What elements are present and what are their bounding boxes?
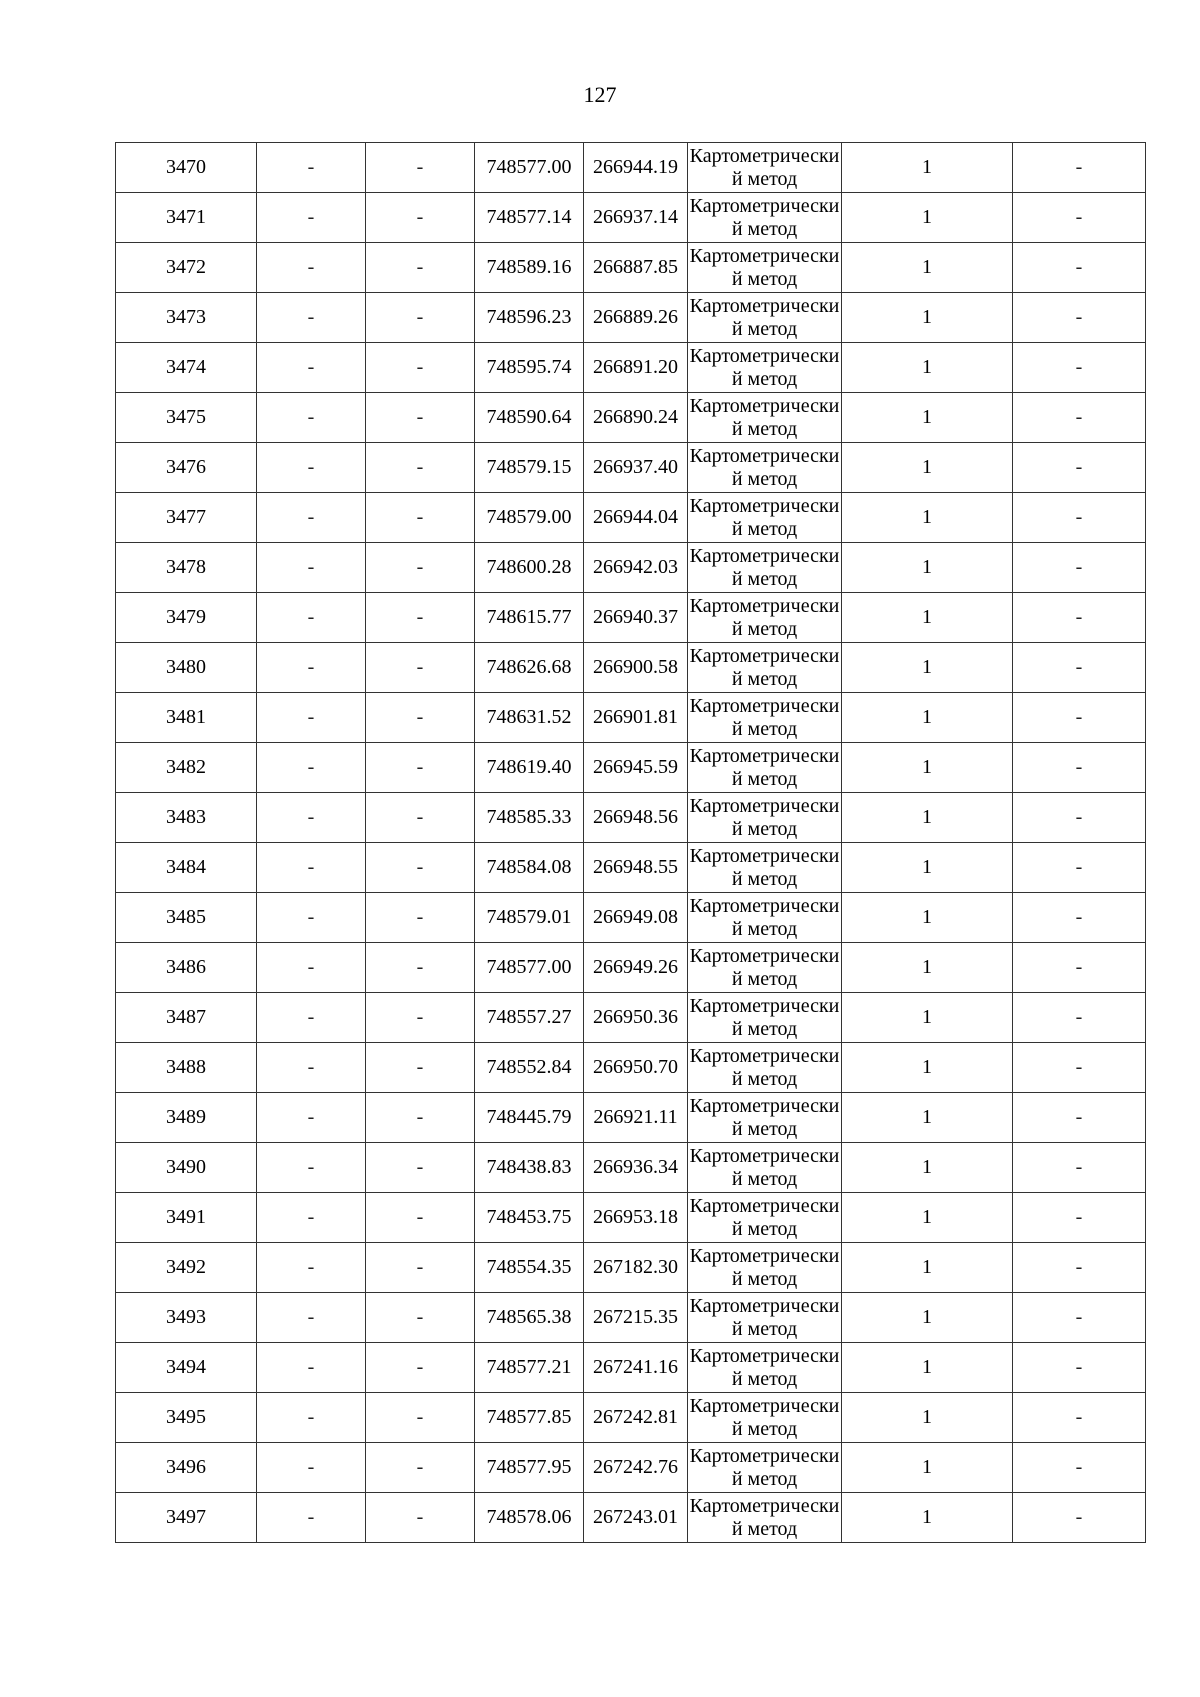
note-cell: - — [1013, 1343, 1146, 1393]
x-coordinate-cell: 748552.84 — [475, 1043, 584, 1093]
point-number-cell: 3474 — [116, 343, 257, 393]
accuracy-cell: 1 — [842, 943, 1013, 993]
y-coordinate-cell: 267215.35 — [584, 1293, 688, 1343]
x-coordinate-cell: 748590.64 — [475, 393, 584, 443]
y-coordinate-cell: 266944.19 — [584, 143, 688, 193]
method-cell: Картометрический метод — [688, 943, 842, 993]
note-cell: - — [1013, 943, 1146, 993]
empty-value-cell: - — [257, 393, 366, 443]
accuracy-cell: 1 — [842, 1493, 1013, 1543]
method-cell: Картометрический метод — [688, 1393, 842, 1443]
table-row — [116, 1143, 1146, 1193]
accuracy-cell: 1 — [842, 1143, 1013, 1193]
note-cell: - — [1013, 1093, 1146, 1143]
point-number-cell: 3487 — [116, 993, 257, 1043]
empty-value-cell: - — [366, 1093, 475, 1143]
accuracy-cell: 1 — [842, 293, 1013, 343]
y-coordinate-cell: 266936.34 — [584, 1143, 688, 1193]
method-cell: Картометрический метод — [688, 393, 842, 443]
x-coordinate-cell: 748577.85 — [475, 1393, 584, 1443]
accuracy-cell: 1 — [842, 493, 1013, 543]
page-number: 127 — [583, 82, 617, 107]
point-number-cell: 3472 — [116, 243, 257, 293]
y-coordinate-cell: 267243.01 — [584, 1493, 688, 1543]
empty-value-cell: - — [366, 1343, 475, 1393]
method-cell: Картометрический метод — [688, 1243, 842, 1293]
accuracy-cell: 1 — [842, 243, 1013, 293]
empty-value-cell: - — [257, 193, 366, 243]
accuracy-cell: 1 — [842, 843, 1013, 893]
y-coordinate-cell: 266891.20 — [584, 343, 688, 393]
empty-value-cell: - — [366, 593, 475, 643]
method-cell: Картометрический метод — [688, 793, 842, 843]
y-coordinate-cell: 266944.04 — [584, 493, 688, 543]
empty-value-cell: - — [366, 843, 475, 893]
point-number-cell: 3477 — [116, 493, 257, 543]
empty-value-cell: - — [257, 1393, 366, 1443]
empty-value-cell: - — [366, 1243, 475, 1293]
empty-value-cell: - — [366, 493, 475, 543]
note-cell: - — [1013, 143, 1146, 193]
table-row — [116, 643, 1146, 693]
x-coordinate-cell: 748577.21 — [475, 1343, 584, 1393]
point-number-cell: 3491 — [116, 1193, 257, 1243]
y-coordinate-cell: 266945.59 — [584, 743, 688, 793]
table-row — [116, 593, 1146, 643]
table-row — [116, 143, 1146, 193]
table-row — [116, 1393, 1146, 1443]
accuracy-cell: 1 — [842, 1043, 1013, 1093]
note-cell: - — [1013, 1393, 1146, 1443]
accuracy-cell: 1 — [842, 193, 1013, 243]
method-cell: Картометрический метод — [688, 1343, 842, 1393]
x-coordinate-cell: 748438.83 — [475, 1143, 584, 1193]
accuracy-cell: 1 — [842, 693, 1013, 743]
empty-value-cell: - — [366, 293, 475, 343]
empty-value-cell: - — [257, 943, 366, 993]
note-cell: - — [1013, 843, 1146, 893]
table-row — [116, 1043, 1146, 1093]
point-number-cell: 3497 — [116, 1493, 257, 1543]
note-cell: - — [1013, 1293, 1146, 1343]
empty-value-cell: - — [257, 1043, 366, 1093]
x-coordinate-cell: 748453.75 — [475, 1193, 584, 1243]
method-cell: Картометрический метод — [688, 1443, 842, 1493]
empty-value-cell: - — [366, 1043, 475, 1093]
note-cell: - — [1013, 643, 1146, 693]
y-coordinate-cell: 266901.81 — [584, 693, 688, 743]
table-row — [116, 743, 1146, 793]
y-coordinate-cell: 267242.76 — [584, 1443, 688, 1493]
empty-value-cell: - — [366, 1443, 475, 1493]
x-coordinate-cell: 748557.27 — [475, 993, 584, 1043]
point-number-cell: 3475 — [116, 393, 257, 443]
empty-value-cell: - — [257, 1193, 366, 1243]
x-coordinate-cell: 748445.79 — [475, 1093, 584, 1143]
method-cell: Картометрический метод — [688, 543, 842, 593]
x-coordinate-cell: 748579.01 — [475, 893, 584, 943]
note-cell: - — [1013, 243, 1146, 293]
accuracy-cell: 1 — [842, 1093, 1013, 1143]
method-cell: Картометрический метод — [688, 193, 842, 243]
empty-value-cell: - — [366, 793, 475, 843]
point-number-cell: 3473 — [116, 293, 257, 343]
accuracy-cell: 1 — [842, 643, 1013, 693]
table-row — [116, 693, 1146, 743]
accuracy-cell: 1 — [842, 793, 1013, 843]
table-row — [116, 493, 1146, 543]
empty-value-cell: - — [257, 1493, 366, 1543]
empty-value-cell: - — [366, 243, 475, 293]
note-cell: - — [1013, 1143, 1146, 1193]
y-coordinate-cell: 266950.70 — [584, 1043, 688, 1093]
accuracy-cell: 1 — [842, 393, 1013, 443]
note-cell: - — [1013, 1043, 1146, 1093]
point-number-cell: 3494 — [116, 1343, 257, 1393]
point-number-cell: 3478 — [116, 543, 257, 593]
method-cell: Картометрический метод — [688, 993, 842, 1043]
note-cell: - — [1013, 1193, 1146, 1243]
table-row — [116, 243, 1146, 293]
accuracy-cell: 1 — [842, 1343, 1013, 1393]
x-coordinate-cell: 748577.95 — [475, 1443, 584, 1493]
empty-value-cell: - — [257, 843, 366, 893]
table-row — [116, 793, 1146, 843]
table-row — [116, 1093, 1146, 1143]
y-coordinate-cell: 266948.55 — [584, 843, 688, 893]
accuracy-cell: 1 — [842, 1193, 1013, 1243]
table-row — [116, 393, 1146, 443]
empty-value-cell: - — [366, 943, 475, 993]
method-cell: Картометрический метод — [688, 1143, 842, 1193]
accuracy-cell: 1 — [842, 343, 1013, 393]
note-cell: - — [1013, 343, 1146, 393]
method-cell: Картометрический метод — [688, 1043, 842, 1093]
point-number-cell: 3481 — [116, 693, 257, 743]
empty-value-cell: - — [366, 1193, 475, 1243]
method-cell: Картометрический метод — [688, 443, 842, 493]
empty-value-cell: - — [257, 693, 366, 743]
note-cell: - — [1013, 293, 1146, 343]
x-coordinate-cell: 748585.33 — [475, 793, 584, 843]
x-coordinate-cell: 748631.52 — [475, 693, 584, 743]
empty-value-cell: - — [366, 393, 475, 443]
empty-value-cell: - — [257, 343, 366, 393]
empty-value-cell: - — [366, 743, 475, 793]
x-coordinate-cell: 748626.68 — [475, 643, 584, 693]
point-number-cell: 3493 — [116, 1293, 257, 1343]
empty-value-cell: - — [366, 143, 475, 193]
x-coordinate-cell: 748565.38 — [475, 1293, 584, 1343]
x-coordinate-cell: 748577.00 — [475, 143, 584, 193]
empty-value-cell: - — [257, 593, 366, 643]
empty-value-cell: - — [257, 1143, 366, 1193]
accuracy-cell: 1 — [842, 1293, 1013, 1343]
table-row — [116, 443, 1146, 493]
x-coordinate-cell: 748589.16 — [475, 243, 584, 293]
x-coordinate-cell: 748596.23 — [475, 293, 584, 343]
method-cell: Картометрический метод — [688, 1193, 842, 1243]
x-coordinate-cell: 748615.77 — [475, 593, 584, 643]
method-cell: Картометрический метод — [688, 593, 842, 643]
empty-value-cell: - — [257, 443, 366, 493]
empty-value-cell: - — [366, 693, 475, 743]
table-row — [116, 543, 1146, 593]
accuracy-cell: 1 — [842, 1443, 1013, 1493]
empty-value-cell: - — [257, 543, 366, 593]
note-cell: - — [1013, 993, 1146, 1043]
point-number-cell: 3488 — [116, 1043, 257, 1093]
note-cell: - — [1013, 793, 1146, 843]
method-cell: Картометрический метод — [688, 243, 842, 293]
empty-value-cell: - — [257, 893, 366, 943]
empty-value-cell: - — [257, 1293, 366, 1343]
method-cell: Картометрический метод — [688, 843, 842, 893]
empty-value-cell: - — [366, 1143, 475, 1193]
accuracy-cell: 1 — [842, 1243, 1013, 1293]
x-coordinate-cell: 748578.06 — [475, 1493, 584, 1543]
accuracy-cell: 1 — [842, 593, 1013, 643]
note-cell: - — [1013, 893, 1146, 943]
accuracy-cell: 1 — [842, 1393, 1013, 1443]
note-cell: - — [1013, 693, 1146, 743]
point-number-cell: 3492 — [116, 1243, 257, 1293]
y-coordinate-cell: 266900.58 — [584, 643, 688, 693]
point-number-cell: 3483 — [116, 793, 257, 843]
point-number-cell: 3485 — [116, 893, 257, 943]
point-number-cell: 3484 — [116, 843, 257, 893]
note-cell: - — [1013, 493, 1146, 543]
table-row — [116, 1343, 1146, 1393]
point-number-cell: 3489 — [116, 1093, 257, 1143]
y-coordinate-cell: 266949.08 — [584, 893, 688, 943]
method-cell: Картометрический метод — [688, 1293, 842, 1343]
note-cell: - — [1013, 193, 1146, 243]
point-number-cell: 3476 — [116, 443, 257, 493]
point-number-cell: 3495 — [116, 1393, 257, 1443]
table-row — [116, 293, 1146, 343]
empty-value-cell: - — [366, 193, 475, 243]
empty-value-cell: - — [366, 643, 475, 693]
x-coordinate-cell: 748579.15 — [475, 443, 584, 493]
y-coordinate-cell: 266889.26 — [584, 293, 688, 343]
empty-value-cell: - — [366, 443, 475, 493]
empty-value-cell: - — [366, 993, 475, 1043]
empty-value-cell: - — [257, 293, 366, 343]
accuracy-cell: 1 — [842, 443, 1013, 493]
empty-value-cell: - — [366, 1393, 475, 1443]
note-cell: - — [1013, 1243, 1146, 1293]
method-cell: Картометрический метод — [688, 693, 842, 743]
empty-value-cell: - — [257, 1443, 366, 1493]
y-coordinate-cell: 266887.85 — [584, 243, 688, 293]
y-coordinate-cell: 266949.26 — [584, 943, 688, 993]
accuracy-cell: 1 — [842, 743, 1013, 793]
empty-value-cell: - — [366, 1293, 475, 1343]
x-coordinate-cell: 748595.74 — [475, 343, 584, 393]
table-row — [116, 893, 1146, 943]
table-row — [116, 193, 1146, 243]
y-coordinate-cell: 266890.24 — [584, 393, 688, 443]
note-cell: - — [1013, 593, 1146, 643]
empty-value-cell: - — [257, 793, 366, 843]
x-coordinate-cell: 748600.28 — [475, 543, 584, 593]
empty-value-cell: - — [257, 1093, 366, 1143]
empty-value-cell: - — [366, 343, 475, 393]
y-coordinate-cell: 266950.36 — [584, 993, 688, 1043]
empty-value-cell: - — [257, 643, 366, 693]
table-row — [116, 1293, 1146, 1343]
x-coordinate-cell: 748577.14 — [475, 193, 584, 243]
empty-value-cell: - — [257, 1243, 366, 1293]
x-coordinate-cell: 748584.08 — [475, 843, 584, 893]
method-cell: Картометрический метод — [688, 343, 842, 393]
note-cell: - — [1013, 443, 1146, 493]
note-cell: - — [1013, 1443, 1146, 1493]
y-coordinate-cell: 267242.81 — [584, 1393, 688, 1443]
y-coordinate-cell: 266942.03 — [584, 543, 688, 593]
point-number-cell: 3490 — [116, 1143, 257, 1193]
point-number-cell: 3486 — [116, 943, 257, 993]
table-row — [116, 343, 1146, 393]
point-number-cell: 3480 — [116, 643, 257, 693]
y-coordinate-cell: 267241.16 — [584, 1343, 688, 1393]
accuracy-cell: 1 — [842, 543, 1013, 593]
y-coordinate-cell: 266937.14 — [584, 193, 688, 243]
empty-value-cell: - — [257, 1343, 366, 1393]
coordinates-table — [115, 142, 1146, 1543]
x-coordinate-cell: 748579.00 — [475, 493, 584, 543]
note-cell: - — [1013, 393, 1146, 443]
accuracy-cell: 1 — [842, 893, 1013, 943]
accuracy-cell: 1 — [842, 143, 1013, 193]
empty-value-cell: - — [257, 993, 366, 1043]
method-cell: Картометрический метод — [688, 643, 842, 693]
point-number-cell: 3470 — [116, 143, 257, 193]
method-cell: Картометрический метод — [688, 143, 842, 193]
y-coordinate-cell: 267182.30 — [584, 1243, 688, 1293]
table-body — [116, 143, 1146, 1543]
x-coordinate-cell: 748554.35 — [475, 1243, 584, 1293]
note-cell: - — [1013, 1493, 1146, 1543]
point-number-cell: 3482 — [116, 743, 257, 793]
y-coordinate-cell: 266953.18 — [584, 1193, 688, 1243]
y-coordinate-cell: 266921.11 — [584, 1093, 688, 1143]
empty-value-cell: - — [257, 243, 366, 293]
table-row — [116, 1193, 1146, 1243]
y-coordinate-cell: 266937.40 — [584, 443, 688, 493]
empty-value-cell: - — [366, 893, 475, 943]
empty-value-cell: - — [257, 743, 366, 793]
accuracy-cell: 1 — [842, 993, 1013, 1043]
table-row — [116, 943, 1146, 993]
method-cell: Картометрический метод — [688, 1493, 842, 1543]
method-cell: Картометрический метод — [688, 493, 842, 543]
x-coordinate-cell: 748577.00 — [475, 943, 584, 993]
y-coordinate-cell: 266948.56 — [584, 793, 688, 843]
table-row — [116, 1443, 1146, 1493]
point-number-cell: 3471 — [116, 193, 257, 243]
method-cell: Картометрический метод — [688, 1093, 842, 1143]
method-cell: Картометрический метод — [688, 293, 842, 343]
empty-value-cell: - — [257, 493, 366, 543]
point-number-cell: 3496 — [116, 1443, 257, 1493]
y-coordinate-cell: 266940.37 — [584, 593, 688, 643]
note-cell: - — [1013, 743, 1146, 793]
point-number-cell: 3479 — [116, 593, 257, 643]
table-row — [116, 993, 1146, 1043]
empty-value-cell: - — [366, 1493, 475, 1543]
table-row — [116, 843, 1146, 893]
empty-value-cell: - — [366, 543, 475, 593]
table-row — [116, 1243, 1146, 1293]
note-cell: - — [1013, 543, 1146, 593]
x-coordinate-cell: 748619.40 — [475, 743, 584, 793]
method-cell: Картометрический метод — [688, 893, 842, 943]
table-row — [116, 1493, 1146, 1543]
empty-value-cell: - — [257, 143, 366, 193]
method-cell: Картометрический метод — [688, 743, 842, 793]
